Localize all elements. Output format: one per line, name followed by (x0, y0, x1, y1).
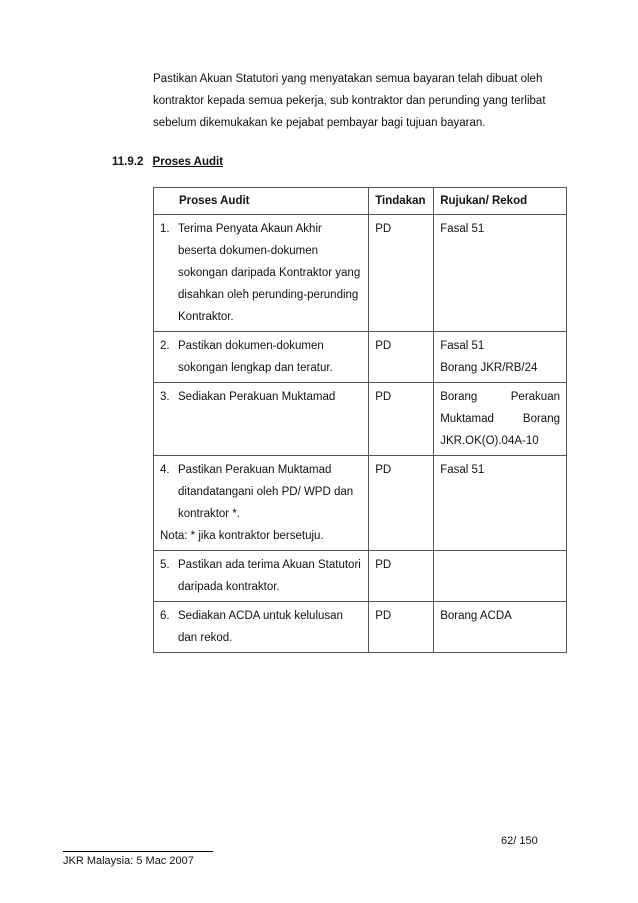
step-number: 1. (160, 223, 170, 235)
step-text-line: sokongan daripada Kontraktor yang (178, 267, 361, 279)
reference-line: Borang Perakuan (440, 391, 560, 403)
step-first-line (160, 464, 331, 476)
process-cell (154, 602, 369, 653)
step-text-line: daripada kontraktor. (178, 581, 280, 593)
step-number: 6. (160, 610, 170, 622)
process-cell (154, 332, 369, 383)
reference-cell (434, 551, 567, 602)
step-text-line: ditandatangani oleh PD/ WPD dan (178, 486, 354, 498)
step-text-line: Pastikan Perakuan Muktamad (178, 464, 332, 476)
step-number: 3. (160, 391, 170, 403)
reference-line: Fasal 51 (440, 340, 485, 352)
process-step (160, 335, 362, 379)
intro-line: sebelum dikemukakan ke pejabat pembayar bagi tujuan bayaran. (153, 117, 486, 129)
step-text-line: Sediakan ACDA untuk kelulusan (178, 610, 343, 622)
reference-line: Fasal 51 (440, 464, 485, 476)
table-row (154, 456, 567, 551)
step-text-line: beserta dokumen-dokumen (178, 245, 318, 257)
reference-line: Borang JKR/RB/24 (440, 362, 538, 374)
step-first-line (160, 391, 335, 403)
action-cell: PD (369, 215, 434, 332)
step-first-line (160, 340, 324, 352)
audit-process-table (153, 187, 567, 653)
step-first-line (160, 223, 322, 235)
step-text-line: sokongan lengkap dan teratur. (178, 362, 333, 374)
process-cell (154, 551, 369, 602)
reference-cell (434, 602, 567, 653)
table-row (154, 551, 567, 602)
action-cell: PD (369, 332, 434, 383)
table-row (154, 383, 567, 456)
step-number: 2. (160, 340, 170, 352)
process-cell (154, 383, 369, 456)
action-cell: PD (369, 383, 434, 456)
step-first-line (160, 559, 361, 571)
page-number: 62/ 150 (501, 835, 538, 847)
process-step (160, 554, 362, 598)
step-text-line: Pastikan dokumen-dokumen (178, 340, 324, 352)
section-title: Proses Audit (152, 156, 224, 168)
step-text-line: Sediakan Perakuan Muktamad (178, 391, 336, 403)
action-cell: PD (369, 456, 434, 551)
reference-cell (434, 215, 567, 332)
step-text-line: disahkan oleh perunding-perunding (178, 289, 359, 301)
table-row (154, 602, 567, 653)
process-cell (154, 215, 369, 332)
step-note: Nota: * jika kontraktor bersetuju. (160, 530, 324, 542)
step-number: 4. (160, 464, 170, 476)
step-text-line: kontraktor *. (178, 508, 240, 520)
process-step (160, 459, 362, 525)
step-text-line: dan rekod. (178, 632, 233, 644)
process-step (160, 605, 362, 649)
step-text-line: Kontraktor. (178, 311, 234, 323)
header-tindakan: Tindakan (369, 188, 434, 215)
reference-line: Muktamad Borang (440, 413, 560, 425)
step-first-line (160, 610, 343, 622)
table-body (154, 215, 567, 653)
process-cell (154, 456, 369, 551)
reference-cell (434, 456, 567, 551)
process-step (160, 386, 362, 408)
header-rujukan-rekod: Rujukan/ Rekod (434, 188, 567, 215)
section-number: 11.9.2 (112, 156, 144, 168)
step-text-line: Pastikan ada terima Akuan Statutori (178, 559, 361, 571)
step-text-line: Terima Penyata Akaun Akhir (178, 223, 322, 235)
action-cell: PD (369, 602, 434, 653)
header-proses-audit: Proses Audit (154, 188, 369, 215)
reference-line: JKR.OK(O).04A-10 (440, 435, 539, 447)
reference-line: Borang ACDA (440, 610, 512, 622)
reference-cell (434, 332, 567, 383)
action-cell: PD (369, 551, 434, 602)
step-number: 5. (160, 559, 170, 571)
intro-line: Pastikan Akuan Statutori yang menyatakan semua bayaran telah dibuat oleh (153, 73, 543, 85)
table-header-row (154, 188, 567, 215)
intro-line: kontraktor kepada semua pekerja, sub kontraktor dan perunding yang terlibat (153, 95, 546, 107)
footer-text: JKR Malaysia: 5 Mac 2007 (63, 855, 194, 867)
footer-divider (63, 851, 213, 852)
table-row (154, 332, 567, 383)
reference-line: Fasal 51 (440, 223, 485, 235)
section-heading (112, 156, 223, 168)
reference-cell (434, 383, 567, 456)
process-step (160, 218, 362, 328)
table-row (154, 215, 567, 332)
intro-paragraph (153, 68, 571, 134)
